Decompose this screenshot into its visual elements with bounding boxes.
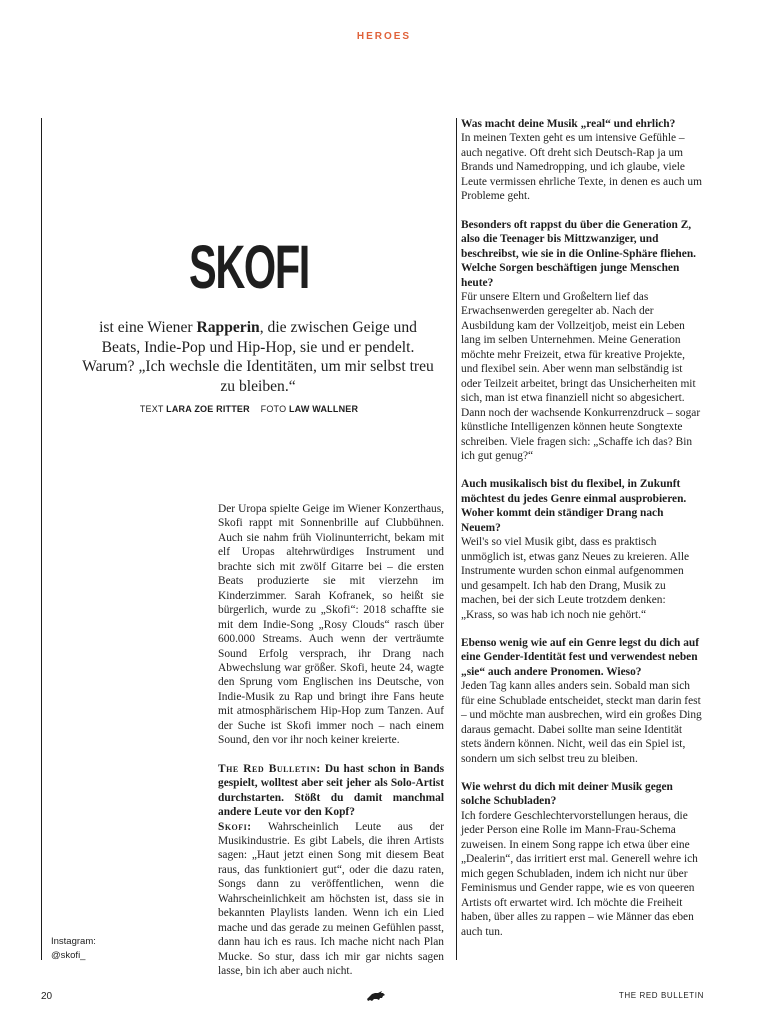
- credit-text-author: LARA ZOE RITTER: [166, 404, 250, 414]
- qa-question: Ebenso wenig wie auf ein Genre legst du dich auf eine Gender-Identität fest und verwendest neben „sie“ auch andere Pronomen. Wieso?: [461, 636, 700, 678]
- column-rule-middle: [456, 118, 457, 960]
- magazine-tag: The Red Bulletin:: [218, 762, 321, 775]
- article-title: SKOFI: [189, 233, 309, 301]
- page-number: 20: [41, 991, 53, 1002]
- credit-photo-label: FOTO: [260, 404, 287, 414]
- red-bull-icon: [366, 990, 386, 1002]
- qa-answer: Weil's so viel Musik gibt, dass es praktisch unmöglich ist, etwas ganz Neues zu kreieren. Alle Instrumente wurden schon einmal aufgenommen und gesampelt. Ich hab den Drang, Musik zu machen, bei der sich Leute trotzdem denken: „Krass, so was hab ich noch nie gehört.“: [461, 536, 690, 621]
- qa-question: Was macht deine Musik „real“ und ehrlich?: [461, 118, 676, 130]
- body-column-right: [461, 117, 702, 939]
- section-label: HEROES: [356, 31, 412, 42]
- intro-post: , die zwischen Geige und Beats, Indie-Pop und Hip-Hop, sie und er pendelt. Warum? „Ich wechsle die Identitäten, um mir selbst treu zu bleiben.“: [82, 319, 434, 395]
- instagram-credit: [51, 935, 96, 963]
- article-credits: [42, 404, 456, 414]
- credit-text-label: TEXT: [139, 404, 164, 414]
- intro-pre: ist eine Wiener: [99, 319, 197, 336]
- qa-block-1: [218, 762, 444, 979]
- magazine-name: THE RED BULLETIN: [618, 991, 704, 1000]
- qa-answer: Ich fordere Geschlechtervorstellungen heraus, die jeder Person eine Rolle im Mann-Frau-Schema zuweisen. In einem Song rappe ich etwa über eine „Dealerin“, das irritiert erst mal. Generell wehre ich mich gegen Schubladen, indem ich nicht nur über Feminismus und Gender rappe, wie es von queeren Artists oft erwartet wird. Ich möchte die Freiheit haben, über alles zu rappen – wie Männer das eben auch tun.: [461, 809, 698, 938]
- instagram-label: Instagram:: [51, 936, 96, 947]
- intro-bold: Rapperin: [196, 319, 260, 336]
- qa-answer: Für unsere Eltern und Großeltern lief das Erwachsenwerden geregelter ab. Nach der Ausbildung kam der Vollzeitjob, meist ein Leben lang im selben Unternehmen. Meine Generation möchte mehr Freizeit, etwa für kreative Projekte, und flexibel sein. Aber wenn man selbständig ist oder Teilzeit arbeitet, bringt das Unsicherheiten mit sich, man ist etwa finanziell nicht so abgesichert. Dann noch der wachsende Konkurrenzdruck – sogar künstliche Intelligenzen können heute Songtexte schreiben. Viele fragen sich: „Schaffe ich das? Bin ich gut genug?“: [461, 290, 701, 462]
- qa-question: Wie wehrst du dich mit deiner Musik gegen solche Schubladen?: [461, 781, 673, 808]
- qa-question: Auch musikalisch bist du flexibel, in Zukunft möchtest du jedes Genre einmal ausprobieren. Woher kommt dein ständiger Drang nach Neuem?: [461, 478, 687, 534]
- body-column-left: [218, 502, 444, 979]
- qa-answer: Jeden Tag kann alles anders sein. Sobald man sich für eine Schublade entscheidet, steckt man darin fest – und möchte man ausbrechen, wird ein großes Ding daraus gemacht. Dabei sollte man seine Identität stets ändern können. Nicht, weil das ein Spiel ist, sondern um sich selbst treu zu bleiben.: [461, 680, 702, 765]
- speaker-tag: Skofi:: [218, 820, 252, 833]
- body-intro: Der Uropa spielte Geige im Wiener Konzerthaus, Skofi rappt mit Sonnenbrille auf Clubbühnen. Auch sie nahm früh Violinunterricht, bekam mit elf Uropas altehrwürdiges Instrument und brachte sich mit zwölf Gitarre bei – die ersten Beats produzierte sie mit vierzehn im Kinderzimmer. Sarah Kofranek, so heißt sie bürgerlich, wurde zu „Skofi“: 2018 schaffte sie mit dem Indie-Song „Rosy Clouds“ rasch über 600.000 Streams. Auch wenn der verträumte Sound Erfolg versprach, ihr Drang nach Abwechslung war größer. Skofi, heute 24, wagte den Sprung vom Englischen ins Deutsche, von Indie-Musik zu Rap und bringt ihre Fans heute mit atmosphärischem Hip-Hop zum Tanzen. Auf der Suche ist Skofi immer noch – nach einem Sound, den vor ihr noch keiner kreierte.: [218, 503, 444, 747]
- article-intro: [78, 318, 438, 396]
- qa-question: Besonders oft rappst du über die Generation Z, also die Teenager bis Mittzwanziger, und beschreibst, wie sie in die Online-Sphäre fliehen. Welche Sorgen beschäftigen junge Menschen heute?: [461, 218, 696, 289]
- column-rule-left: [41, 118, 42, 960]
- instagram-handle[interactable]: @skofi_: [51, 950, 86, 961]
- credit-photo-author: LAW WALLNER: [288, 404, 359, 414]
- qa-answer: In meinen Texten geht es um intensive Gefühle – auch negative. Oft dreht sich Deutsch-Rap ja um Brands und Namedropping, und ich glaube, viele Leute vermissen ehrliche Texte, in denen es auch um Probleme geht.: [461, 132, 702, 203]
- qa-answer: Wahrscheinlich Leute aus der Musikindustrie. Es gibt Labels, die ihren Artists sagen: „Haut jetzt einen Song mit diesem Beat raus, das funktioniert gut“, oder die dazu raten, Songs dann zu veröffentlichen, wenn die Wahrscheinlichkeit am höchsten ist, dass sie in bekannten Playlists landen. Wenn ich ein Lied mache und das gerade zu meinen Gefühlen passt, dann hau ich es raus. Ich mache nicht nach Plan Mucke. So stur, dass ich mir gar nichts sagen lasse, bin ich aber auch nicht.: [218, 820, 444, 978]
- qa-question: Du hast schon in Bands gespielt, wolltest aber seit jeher als Solo-Artist durchstarten. Stößt du damit manchmal andere Leute vor den Kopf?: [218, 762, 445, 819]
